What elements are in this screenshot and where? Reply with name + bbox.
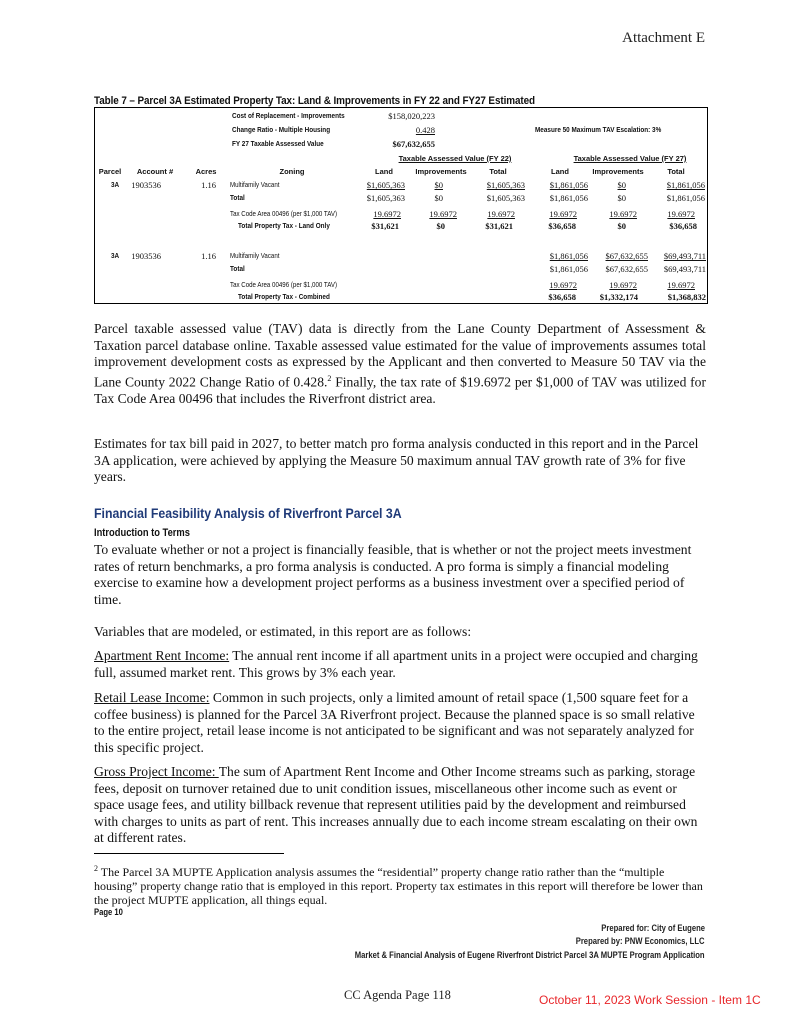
cell: $67,632,655 <box>605 251 648 261</box>
subheading: Introduction to Terms <box>94 527 190 539</box>
cell: $1,332,174 <box>599 292 638 302</box>
cell: 19.6972 <box>609 280 637 290</box>
escalation-note: Measure 50 Maximum TAV Escalation: 3% <box>535 125 662 134</box>
row-label: Tax Code Area 00496 (per $1,000 TAV) <box>230 209 338 218</box>
cell: $0 <box>617 221 626 231</box>
group-header-fy22: Taxable Assessed Value (FY 22) <box>398 154 512 163</box>
cell: $1,368,832 <box>667 292 706 302</box>
acres-cell: 1.16 <box>201 180 216 190</box>
row-label: Total <box>230 264 245 273</box>
col-header: Parcel <box>98 167 122 176</box>
row-label: Total Property Tax - Combined <box>238 292 330 301</box>
cell: $1,861,056 <box>666 180 705 190</box>
group-header-fy27: Taxable Assessed Value (FY 27) <box>573 154 687 163</box>
footnote <box>94 862 706 907</box>
paragraph-variables: Variables that are modeled, or estimated, in this report are as follows: <box>94 624 472 639</box>
col-header: Account # <box>136 167 174 176</box>
row-label: Tax Code Area 00496 (per $1,000 TAV) <box>230 280 338 289</box>
cell: 19.6972 <box>667 209 695 219</box>
term-text: Common in such projects, only a limited amount of retail space (1,500 square feet for a coffee business) is planned for the Parcel 3A Riverfront project. Because the planned space is so small relative to the entire project, retail lease income is not anticipated to be significant and was not separately analyzed for this specific project. <box>94 690 695 755</box>
row-label: Total <box>230 193 245 202</box>
col-header: Improvements <box>592 167 644 176</box>
prepared-for: Prepared for: City of Eugene <box>601 923 705 933</box>
col-header: Improvements <box>415 167 467 176</box>
cell: $1,861,056 <box>549 251 588 261</box>
cell: $36,658 <box>669 221 697 231</box>
cell: $1,861,056 <box>549 180 588 190</box>
col-header: Land <box>375 167 393 176</box>
assumption-value: $158,020,223 <box>388 111 435 121</box>
paragraph-text: Finally, the tax rate of $19.6972 per $1,000 of TAV was utilized for Tax Code Area 00496 that includes the Riverfront district area. <box>94 374 706 406</box>
cell: $36,658 <box>548 292 576 302</box>
row-label: Multifamily Vacant <box>230 251 280 260</box>
account-cell: 1903536 <box>131 180 161 190</box>
assumption-value: $67,632,655 <box>392 139 435 149</box>
section-heading: Financial Feasibility Analysis of Riverfront Parcel 3A <box>94 505 402 521</box>
cell: $0 <box>436 221 445 231</box>
cell: 19.6972 <box>487 209 515 219</box>
row-label: Total Property Tax - Land Only <box>238 221 330 230</box>
parcel-cell: 3A <box>111 251 120 260</box>
paragraph-estimates: Estimates for tax bill paid in 2027, to better match pro forma analysis conducted in this report and in the Parcel 3A application, were achieved by applying the Measure 50 maximum annual TAV growth rate of 3% for five years. <box>94 436 699 484</box>
footnote-text: The Parcel 3A MUPTE Application analysis assumes the “residential” property change ratio rather than the “multiple housing” property change ratio that is employed in this report. Property tax estimates in this report will therefore be lower than the project MUPTE application, all things equal. <box>94 865 703 907</box>
table-title: Table 7 – Parcel 3A Estimated Property Tax: Land & Improvements in FY 22 and FY27 Estimated <box>94 95 535 107</box>
term-retail-lease <box>94 690 706 756</box>
assumption-label: FY 27 Taxable Assessed Value <box>232 139 324 148</box>
paragraph-tav <box>94 321 706 407</box>
cell: $0 <box>434 180 443 190</box>
work-session-label: October 11, 2023 Work Session - Item 1C <box>539 993 761 1007</box>
footnote-marker: 2 <box>94 864 98 873</box>
account-cell: 1903536 <box>131 251 161 261</box>
col-header: Total <box>489 167 507 176</box>
cell: $67,632,655 <box>605 264 648 274</box>
cell: $31,621 <box>485 221 513 231</box>
cell: 19.6972 <box>373 209 401 219</box>
cell: $1,861,056 <box>666 193 705 203</box>
cell: 19.6972 <box>549 280 577 290</box>
cell: 19.6972 <box>549 209 577 219</box>
term-text: The sum of Apartment Rent Income and Other Income streams such as parking, storage fees, deposit on turnover retained due to unit condition issues, miscellaneous other income such as event or space usage fees, and utility billback revenue that represent utilities paid by the development and reimbursed with charges to units as part of rent. This increases annually due to each income stream escalating on their own at different rates. <box>94 764 698 845</box>
page-number: Page 10 <box>94 907 123 917</box>
cell: $0 <box>617 193 626 203</box>
cell: $1,861,056 <box>549 264 588 274</box>
acres-cell: 1.16 <box>201 251 216 261</box>
paragraph-text: Parcel taxable assessed value (TAV) data is directly from the Lane County Department of Assessment & Taxation parcel database online. Taxable assessed value estimated for the value of improvements assumes total improvement development costs as expressed by the Applicant and then converted to Measure 50 TAV via the Lane County 2022 Change Ratio of 0.428. <box>94 321 706 390</box>
footnote-divider <box>94 853 284 854</box>
term-apartment-rent <box>94 648 706 681</box>
property-tax-table <box>94 107 708 304</box>
cell: $69,493,711 <box>663 264 706 274</box>
cell: 19.6972 <box>667 280 695 290</box>
cell: $69,493,711 <box>663 251 706 261</box>
col-header: Acres <box>195 167 217 176</box>
cell: $1,605,363 <box>486 193 525 203</box>
col-header: Zoning <box>279 167 305 176</box>
term-label: Gross Project Income: <box>94 764 219 779</box>
term-gross-income <box>94 764 706 847</box>
assumption-value: 0.428 <box>415 125 435 135</box>
cell: $31,621 <box>371 221 399 231</box>
assumption-label: Cost of Replacement - Improvements <box>232 111 345 120</box>
parcel-cell: 3A <box>111 180 120 189</box>
assumption-label: Change Ratio - Multiple Housing <box>232 125 331 134</box>
paragraph-intro: To evaluate whether or not a project is financially feasible, that is whether or not the project meets investment rates of return benchmarks, a pro forma analysis is conducted. A pro forma is simply a financial modeling exercise to examine how a development project performs as a business investment over a specified period of time. <box>94 542 692 607</box>
prepared-by: Prepared by: PNW Economics, LLC <box>576 936 705 946</box>
term-label: Retail Lease Income: <box>94 690 210 705</box>
cell: 19.6972 <box>609 209 637 219</box>
report-title: Market & Financial Analysis of Eugene Riverfront District Parcel 3A MUPTE Program Application <box>355 950 705 960</box>
col-header: Land <box>551 167 569 176</box>
cell: $1,605,363 <box>366 193 405 203</box>
cell: $0 <box>434 193 443 203</box>
term-label: Apartment Rent Income: <box>94 648 230 663</box>
cell: $1,605,363 <box>366 180 405 190</box>
agenda-page: CC Agenda Page 118 <box>344 988 451 1002</box>
cell: $0 <box>617 180 626 190</box>
footnote-ref[interactable]: 2 <box>327 373 332 383</box>
cell: $36,658 <box>548 221 576 231</box>
attachment-label: Attachment E <box>622 30 705 46</box>
cell: 19.6972 <box>429 209 457 219</box>
row-label: Multifamily Vacant <box>230 180 280 189</box>
cell: $1,605,363 <box>486 180 525 190</box>
col-header: Total <box>667 167 685 176</box>
cell: $1,861,056 <box>549 193 588 203</box>
term-text: The annual rent income if all apartment units in a project were occupied and charging full, assumed market rent. This grows by 3% each year. <box>94 648 698 680</box>
